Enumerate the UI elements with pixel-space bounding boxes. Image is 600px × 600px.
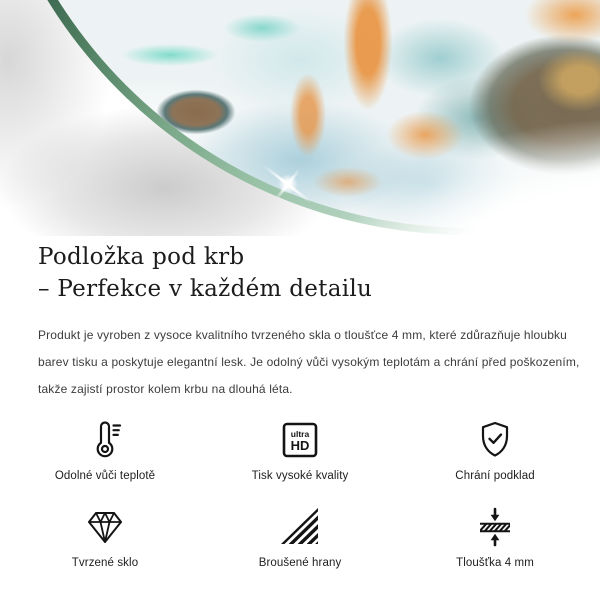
product-text-block — [0, 236, 600, 403]
feature-label: Chrání podklad — [455, 470, 535, 482]
feature-label: Odolné vůči teplotě — [54, 470, 156, 482]
feature-tempered-glass — [30, 504, 180, 569]
feature-label: Tisk vysoké kvality — [251, 470, 349, 482]
page-title — [38, 236, 562, 305]
title-line-2: – Perfekce v každém detailu — [38, 276, 373, 302]
description-line: barev tisku a poskytuje elegantní lesk. Je odolný vůči vysokým teplotám a chrání před poškozením, — [38, 355, 580, 369]
title-line-1: Podložka pod krb — [38, 244, 245, 270]
ultra-hd-icon-text-top: ultra — [290, 429, 310, 439]
photo-white-fade — [0, 0, 600, 236]
beveled-edges-icon — [278, 504, 322, 550]
feature-label: Broušené hrany — [258, 557, 342, 569]
description-line: Produkt je vyroben z vysoce kvalitního tvrzeného skla o tloušťce 4 mm, které zdůrazňuje hloubku — [38, 328, 568, 342]
feature-print-quality — [225, 417, 375, 482]
shield-check-icon — [473, 417, 517, 463]
diamond-icon — [83, 504, 127, 550]
description-line: takže zajistí prostor kolem krbu na dlouhá léta. — [38, 382, 293, 396]
feature-polished-edges — [225, 504, 375, 569]
feature-thickness — [420, 504, 570, 569]
feature-protects-surface — [420, 417, 570, 482]
feature-grid — [0, 417, 600, 569]
product-description — [38, 322, 580, 403]
product-photo — [0, 0, 600, 236]
feature-heat-resistant — [30, 417, 180, 482]
thickness-icon — [473, 504, 517, 550]
feature-label: Tvrzené sklo — [71, 557, 139, 569]
feature-label: Tloušťka 4 mm — [456, 557, 534, 569]
thermometer-icon — [83, 417, 127, 463]
ultra-hd-icon — [278, 417, 322, 463]
ultra-hd-icon-text-bottom: HD — [290, 438, 310, 453]
